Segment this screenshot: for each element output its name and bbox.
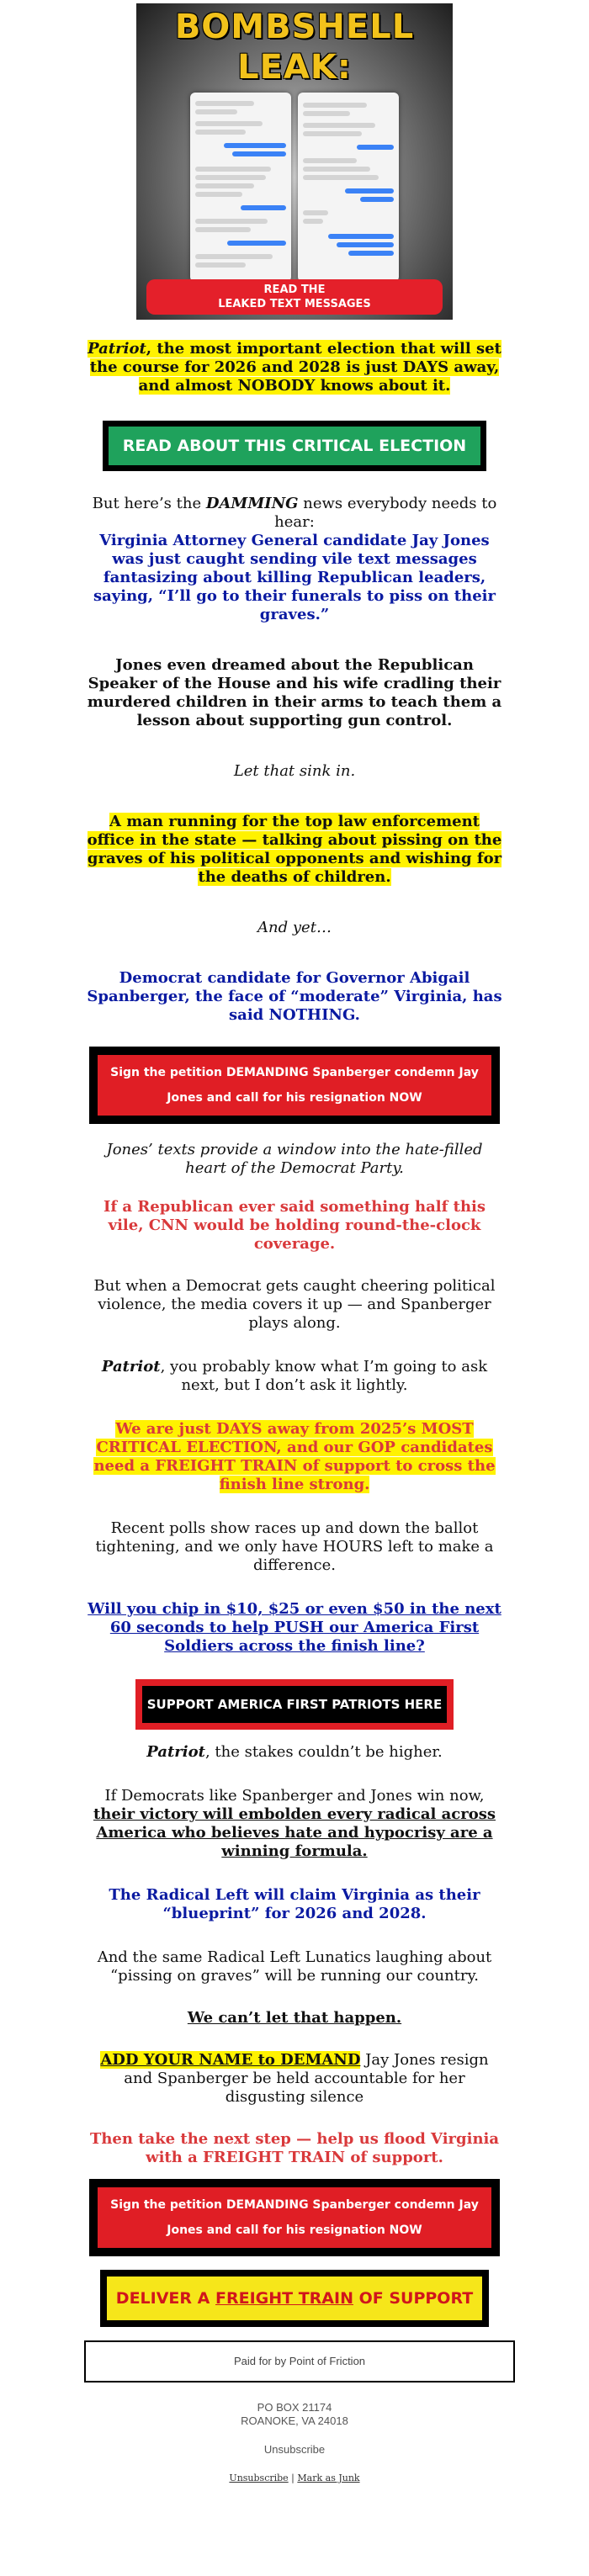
intro-paragraph: [84, 340, 505, 395]
embolden-pre: If Democrats like Spanberger and Jones win now,: [104, 1787, 485, 1805]
hero-read-button[interactable]: [146, 279, 443, 315]
freight-train-button[interactable]: [100, 2270, 489, 2327]
footer-separator: |: [288, 2473, 298, 2483]
days-away-text: We are just DAYS away from 2025’s MOST CRITICAL ELECTION, and our GOP candidates need a FREIGHT TRAIN of support to cross the finish line strong.: [93, 1420, 496, 1493]
add-name-link[interactable]: ADD YOUR NAME to DEMAND: [100, 2051, 361, 2069]
sink-in-paragraph: Let that sink in.: [233, 762, 356, 780]
and-yet-paragraph: And yet…: [257, 919, 332, 936]
cant-let-paragraph: We can’t let that happen.: [187, 2009, 402, 2027]
email-body: [84, 3, 505, 2483]
damming-post: news everybody needs to hear:: [274, 495, 497, 531]
hero-cta-line1: READ THE: [263, 284, 326, 296]
petition-line2: Jones and call for his resignation NOW: [167, 1091, 422, 1105]
media-paragraph: But when a Democrat gets caught cheering political violence, the media covers it up — and Spanberger plays along.: [93, 1277, 496, 1332]
address-line1: PO BOX 21174: [257, 2401, 332, 2414]
next-step-paragraph: Then take the next step — help us flood Virginia with a FREIGHT TRAIN of support.: [89, 2130, 500, 2166]
add-name-paragraph: [84, 2051, 505, 2107]
ask-paragraph: [84, 1358, 505, 1395]
petition-button-2[interactable]: [89, 2179, 500, 2256]
stakes-paragraph: [84, 1743, 505, 1762]
petition-line1: Sign the petition DEMANDING Spanberger condemn Jay: [110, 2198, 479, 2212]
damming-paragraph: [84, 495, 505, 624]
jones-dreamed-paragraph: Jones even dreamed about the Republican Speaker of the House and his wife cradling their murdered children in their arms to teach them a lesson about supporting gun control.: [87, 656, 502, 729]
intro-text: , the most important election that will set the course for 2026 and 2028 is just DAYS away, and almost NOBODY knows about it.: [89, 340, 501, 395]
unsubscribe-small-link[interactable]: Unsubscribe: [229, 2473, 289, 2483]
address-line2: ROANOKE, VA 24018: [241, 2414, 348, 2427]
hero-image[interactable]: [136, 3, 453, 320]
ask-text: , you probably know what I’m going to ask next, but I don’t ask it lightly.: [160, 1358, 488, 1394]
embolden-paragraph: [84, 1787, 505, 1861]
lunatics-paragraph: And the same Radical Left Lunatics laughing about “pissing on graves” will be running our country.: [97, 1948, 492, 1985]
text-screenshot-right: [298, 93, 399, 282]
running-paragraph: [84, 813, 505, 887]
damming-navy: Virginia Attorney General candidate Jay Jones was just caught sending vile text messages fantasizing about killing Republican leaders, saying, “I’ll go to their funerals to piss on their graves.”: [93, 532, 496, 623]
stakes-text: , the stakes couldn’t be higher.: [204, 1743, 443, 1761]
mark-junk-link[interactable]: Mark as Junk: [297, 2473, 360, 2483]
text-screenshot-left: [190, 93, 291, 282]
freight-pre: DELIVER A: [115, 2289, 215, 2308]
petition-line1: Sign the petition DEMANDING Spanberger condemn Jay: [110, 1066, 479, 1079]
freight-link[interactable]: FREIGHT TRAIN: [215, 2289, 353, 2308]
damming-pre: But here’s the: [92, 495, 206, 512]
window-paragraph: Jones’ texts provide a window into the hate-filled heart of the Democrat Party.: [106, 1141, 483, 1177]
hero-title-line1: BOMBSHELL: [174, 8, 415, 46]
damming-emph: DAMMING: [205, 495, 299, 512]
footer-links: [84, 2473, 505, 2483]
embolden-link[interactable]: their victory will embolden every radical across America who believes hate and hypocrisy are a winning formula.: [93, 1805, 496, 1860]
intro-patriot: Patriot: [88, 340, 146, 358]
days-away-paragraph: [84, 1420, 505, 1494]
petition-button-1[interactable]: [89, 1047, 500, 1124]
paid-for-box: Paid for by Point of Friction: [84, 2340, 515, 2383]
add-name-text: Jay Jones resign and Spanberger be held accountable for her disgusting silence: [124, 2051, 489, 2106]
hero-title-line2: LEAK:: [237, 48, 352, 87]
chip-in-link[interactable]: Will you chip in $10, $25 or even $50 in the next 60 seconds to help PUSH our America First Soldiers across the finish line?: [88, 1600, 501, 1655]
cnn-paragraph: If a Republican ever said something half this vile, CNN would be holding round-the-clock coverage.: [103, 1198, 486, 1253]
spanberger-paragraph: Democrat candidate for Governor Abigail Spanberger, the face of “moderate” Virginia, has said NOTHING.: [87, 969, 502, 1024]
hero-cta-line2: LEAKED TEXT MESSAGES: [218, 298, 371, 310]
stakes-patriot: Patriot: [146, 1743, 205, 1761]
running-text: A man running for the top law enforcement office in the state — talking about pissing on the graves of his political opponents and wishing for the deaths of children.: [87, 813, 502, 886]
chip-in-paragraph[interactable]: [84, 1600, 505, 1656]
ask-patriot: Patriot: [101, 1358, 161, 1375]
unsubscribe-link[interactable]: Unsubscribe: [263, 2443, 326, 2456]
blueprint-paragraph: The Radical Left will claim Virginia as their “blueprint” for 2026 and 2028.: [109, 1886, 480, 1922]
support-patriots-button[interactable]: SUPPORT AMERICA FIRST PATRIOTS HERE: [135, 1679, 454, 1730]
freight-post: OF SUPPORT: [353, 2289, 474, 2308]
read-election-button[interactable]: READ ABOUT THIS CRITICAL ELECTION: [103, 421, 486, 471]
petition-line2: Jones and call for his resignation NOW: [167, 2224, 422, 2237]
polls-paragraph: Recent polls show races up and down the ballot tightening, and we only have HOURS left to make a difference.: [95, 1519, 494, 1574]
